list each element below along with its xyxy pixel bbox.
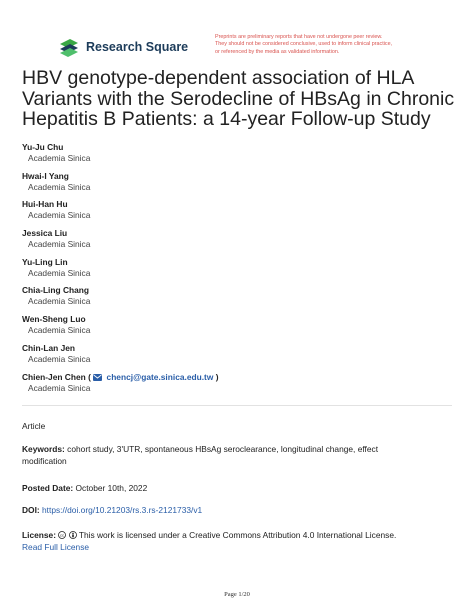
paper-title [22, 68, 462, 130]
author-name: Yu-Ju Chu [22, 142, 64, 152]
svg-text:cc: cc [60, 532, 65, 538]
notice-line: They should not be considered conclusive, used to inform clinical practice, [215, 41, 393, 48]
title-line: HBV genotype-dependent association of HLA [22, 67, 415, 89]
author-item [22, 142, 462, 171]
author-affiliation: Academia Sinica [28, 267, 91, 278]
doi [22, 505, 202, 515]
author-item [22, 372, 462, 401]
author-affiliation: Academia Sinica [28, 210, 91, 221]
title-line: Hepatitis B Patients: a 14-year Follow-up Study [22, 108, 431, 130]
doi-label: DOI: [22, 505, 40, 515]
creative-commons-icon [58, 531, 66, 539]
author-affiliation: Academia Sinica [28, 181, 91, 192]
author-list [22, 142, 462, 400]
author-item [22, 199, 462, 228]
license-link-line [22, 541, 462, 553]
author-name: Jessica Liu [22, 228, 68, 239]
section-divider [22, 405, 452, 406]
author-affiliation: Academia Sinica [28, 239, 91, 250]
notice-line: Preprints are preliminary reports that have not undergone peer review. [215, 34, 383, 40]
research-square-logo[interactable] [58, 38, 80, 58]
envelope-icon [93, 374, 102, 381]
page-footer: Page 1/20 [224, 591, 250, 598]
notice-line: or referenced by the media as validated information. [215, 48, 340, 55]
keywords-section [22, 444, 447, 467]
author-affiliation: Academia Sinica [28, 382, 91, 393]
author-item [22, 314, 462, 343]
author-item [22, 171, 462, 200]
title-line: Variants with the Serodecline of HBsAg in Chronic [22, 87, 455, 110]
posted-label: Posted Date: [22, 483, 74, 493]
author-affiliation: Academia Sinica [28, 353, 91, 364]
attribution-icon [69, 531, 77, 539]
author-item [22, 257, 462, 286]
read-full-license-link[interactable]: Read Full License [22, 542, 90, 552]
author-name: Hui-Han Hu [22, 199, 68, 210]
preprint-notice [215, 34, 460, 56]
author-item [22, 228, 462, 257]
author-name: Chia-Ling Chang [22, 285, 89, 296]
email-open-paren: ( [88, 371, 91, 382]
author-name: Wen-Sheng Luo [22, 314, 86, 325]
author-name: Hwai-I Yang [22, 170, 69, 181]
posted-value: October 10th, 2022 [75, 483, 148, 493]
author-item [22, 285, 462, 314]
brand-name[interactable]: Research Square [86, 40, 189, 54]
corresponding-author-name [22, 372, 462, 383]
author-item [22, 343, 462, 372]
author-affiliation: Academia Sinica [28, 325, 91, 336]
author-name: Chin-Lan Jen [22, 342, 76, 353]
author-name: Yu-Ling Lin [22, 256, 68, 267]
author-name: Chien-Jen Chen [22, 371, 86, 382]
header [0, 32, 474, 66]
license-line [22, 529, 462, 541]
keywords-text: cohort study, 3'UTR, spontaneous HBsAg seroclearance, longitudinal change, effect [67, 444, 379, 454]
email-close-paren: ) [215, 371, 219, 382]
author-email-link[interactable]: chencj@gate.sinica.edu.tw [106, 371, 214, 382]
article-type: Article [22, 421, 46, 431]
author-affiliation: Academia Sinica [28, 296, 91, 307]
keywords-label: Keywords: [22, 444, 65, 454]
keywords-line [22, 444, 447, 456]
license-section [22, 529, 462, 553]
posted-date [22, 483, 147, 493]
keywords-text: modification [22, 455, 67, 466]
author-affiliation: Academia Sinica [28, 153, 91, 163]
license-text: This work is licensed under a Creative Commons Attribution 4.0 International License. [78, 530, 397, 540]
doi-link[interactable]: https://doi.org/10.21203/rs.3.rs-2121733/v1 [42, 505, 203, 515]
license-label: License: [22, 530, 56, 540]
